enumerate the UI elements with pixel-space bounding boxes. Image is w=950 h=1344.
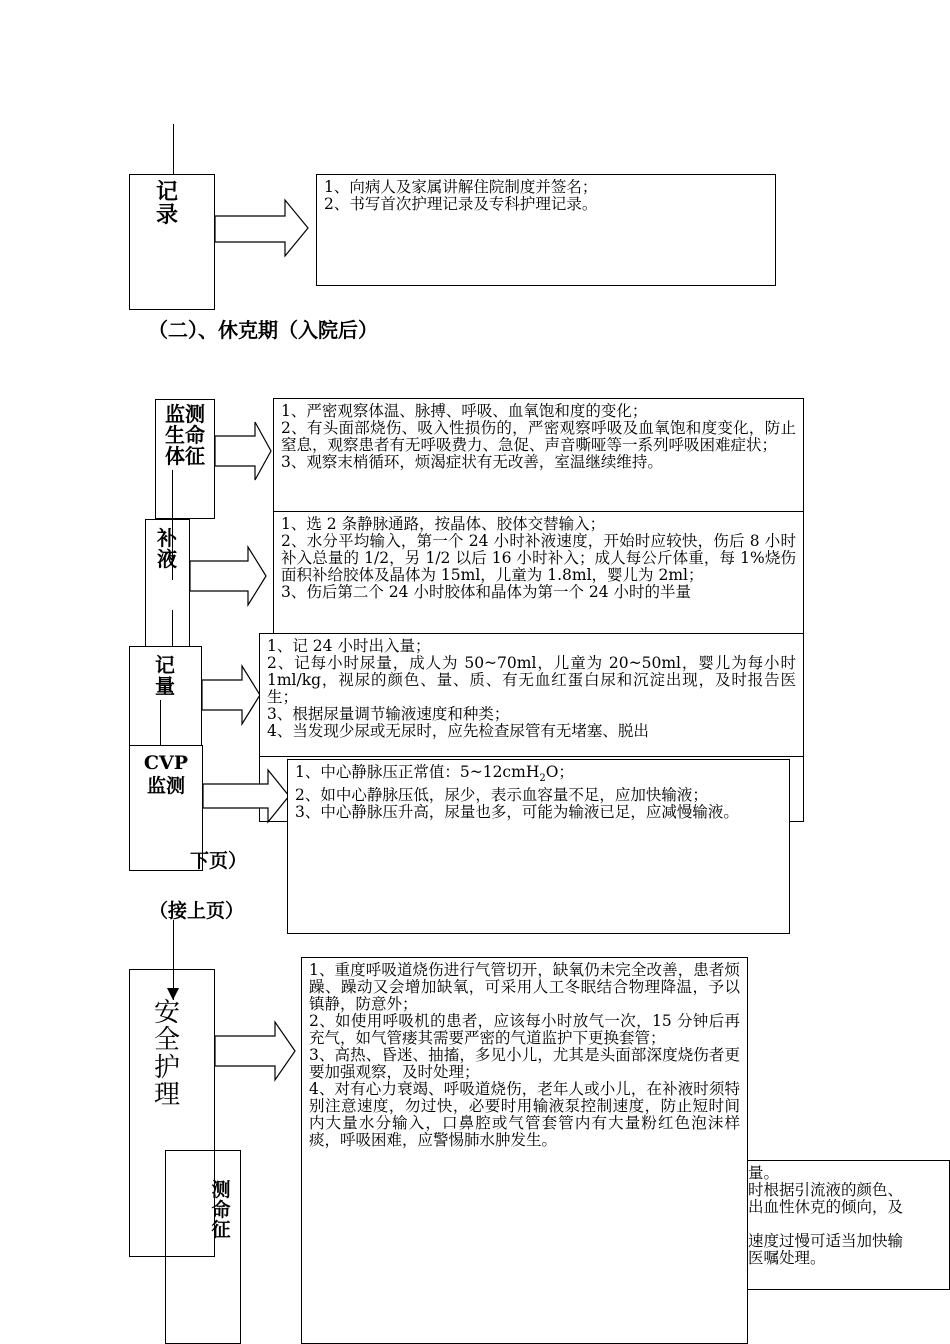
urine-items — [260, 634, 803, 744]
hidden-line: 量。 — [748, 1164, 780, 1182]
cvp-item: 1、中心静脉压正常值：5~12cmH$_2$O； — [295, 763, 574, 785]
connector-line — [173, 124, 174, 174]
arrow-right-icon — [215, 1020, 299, 1082]
cvp-items — [288, 760, 789, 825]
fluid-item: 3、伤后第二个 24 小时胶体和晶体为第一个 24 小时的半量 — [281, 583, 692, 601]
monitor-item: 1、严密观察体温、脉搏、呼吸、血氧饱和度的变化； — [281, 402, 648, 420]
record-item: 2、书写首次护理记录及专科护理记录。 — [324, 195, 598, 213]
cvp-label-top: CVP — [143, 752, 189, 774]
monitor-item: 2、有头面部烧伤、吸入性损伤的，严密观察呼吸及血氧饱和度变化，防止窒息，观察患者有无呼吸费力、急促、声音嘶哑等一系列呼吸困难症状； — [281, 419, 796, 454]
record-items — [317, 175, 775, 217]
cvp-content-box — [287, 759, 790, 934]
urine-item: 2、记每小时尿量，成人为 50~70ml，儿童为 20~50ml，婴儿为每小时 1ml/kg，视尿的颜色、量、质、有无血红蛋白尿和沉淀出现，及时报告医生； — [267, 654, 796, 706]
arrow-right-icon — [203, 766, 293, 826]
fluid-label: 补液 — [157, 526, 177, 571]
connector-line — [172, 470, 173, 580]
record-item: 1、向病人及家属讲解住院制度并签名； — [324, 178, 598, 196]
next-page-fragment: 下页） — [190, 850, 248, 872]
monitor-items — [274, 399, 803, 475]
cvp-item: 3、中心静脉压升高，尿量也多，可能为输液已足，应减慢输液。 — [295, 803, 739, 822]
safety-items — [302, 958, 747, 1153]
record-label-box — [129, 174, 215, 310]
record-label: 记录 — [155, 179, 178, 229]
urine-item: 3、根据尿量调节输液速度和种类； — [267, 705, 510, 723]
hidden-label-fragment: 测命征 — [211, 1179, 231, 1241]
connector-line — [160, 700, 161, 748]
urine-item: 1、记 24 小时出入量； — [267, 637, 431, 655]
fluid-content-box — [273, 511, 804, 636]
hidden-line: 出血性休克的倾向，及 — [748, 1198, 904, 1216]
safety-item: 1、重度呼吸道烧伤进行气管切开，缺氧仍未完全改善，患者烦躁、躁动又会增加缺氧，可采用人工冬眠结合物理降温，予以镇静，防意外； — [309, 961, 740, 1013]
arrow-right-icon — [215, 198, 311, 258]
fluid-item: 1、选 2 条静脉通路，按晶体、胶体交替输入； — [281, 515, 606, 533]
section-title-shock: （二）、休克期（入院后） — [148, 318, 378, 342]
monitor-label: 监测生命体征 — [165, 402, 205, 468]
cvp-item: 2、如中心静脉压低，尿少，表示血容量不足，应加快输液； — [295, 786, 708, 805]
arrow-right-icon — [215, 420, 275, 482]
safety-label-box — [129, 969, 215, 1257]
record-content-box — [316, 174, 776, 286]
hidden-line: 医嘱处理。 — [748, 1249, 826, 1267]
fluid-items — [274, 512, 803, 605]
urine-label-box — [129, 646, 202, 746]
monitor-content-box — [273, 398, 804, 512]
hidden-line: 时根据引流液的颜色、 — [748, 1181, 904, 1199]
safety-item: 4、对有心力衰竭、呼吸道烧伤，老年人或小儿，在补液时须特别注意速度，勿过快，必要时用输液泵控制速度，防止短时间内大量水分输入，口鼻腔或气管套管内有大量粉红色泡沫样痰，呼吸困难，应警惕肺水肿发生。 — [309, 1080, 740, 1149]
urine-content-box — [259, 633, 804, 757]
fluid-label-box — [145, 519, 190, 649]
monitor-label-box — [155, 399, 215, 519]
urine-item: 4、当发现少尿或无尿时，应先检查尿管有无堵塞、脱出 — [267, 722, 649, 740]
cvp-label-bottom: 监测 — [146, 775, 185, 797]
arrow-right-icon — [190, 545, 270, 607]
safety-item: 3、高热、昏迷、抽搐，多见小儿，尤其是头面部深度烧伤者更要加强观察，及时处理； — [309, 1046, 740, 1081]
fluid-item: 2、水分平均输入，第一个 24 小时补液速度，开始时应较快，伤后 8 小时补入总量的 1/2，另 1/2 以后 16 小时补入；成人每公斤体重，每 1%烧伤面积补给胶体及晶体为 15ml，儿童为 1.8ml，婴儿为 2ml； — [281, 532, 796, 584]
arrow-right-icon — [202, 664, 264, 726]
safety-item: 2、如使用呼吸机的患者，应该每小时放气一次，15 分钟后再充气，如气管瘘其需要严密的气道监护下更换套管； — [309, 1012, 740, 1047]
urine-label: 记量 — [155, 653, 175, 698]
safety-label-text: 安全护理 — [153, 998, 180, 1110]
hidden-line: 速度过慢可适当加快输 — [748, 1232, 904, 1250]
safety-content-box — [301, 957, 748, 1344]
monitor-item: 3、观察末梢循环，烦渴症状有无改善，室温继续维持。 — [281, 453, 663, 471]
section-title-continued: （接上页） — [149, 900, 245, 922]
